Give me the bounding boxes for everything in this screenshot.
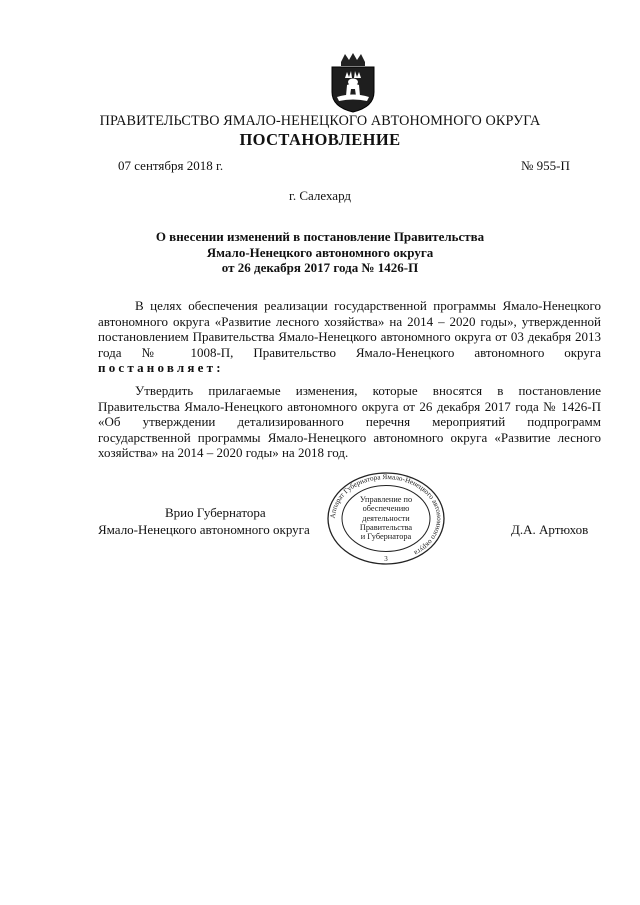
signatory-name: Д.А. Артюхов: [511, 522, 589, 537]
stamp-ring-number: 3: [384, 555, 388, 563]
paragraph-1-text: В целях обеспечения реализации государственной программы Ямало-Ненецкого автономного округа «Развитие лесного хозяйства» на 2014 – 2020 годы», утвержденной постановлением Правительства Ямало-Ненецкого автономного округа от 03 декабря 2013 года № 1008-П, Правительство Ямало-Ненецкого автономного округа: [98, 298, 601, 360]
government-name: ПРАВИТЕЛЬСТВО ЯМАЛО-НЕНЕЦКОГО АВТОНОМНОГО ОКРУГА: [99, 113, 541, 129]
subject-line-3: от 26 декабря 2017 года № 1426-П: [221, 260, 419, 275]
stamp-inner-line: Правительства: [359, 522, 413, 532]
body-paragraph-1: [98, 298, 601, 376]
stamp-inner-line: и Губернатора: [360, 532, 412, 542]
stamp-inner-line: деятельности: [362, 513, 410, 523]
document-date: 07 сентября 2018 г.: [118, 158, 224, 173]
subject-line-1: О внесении изменений в постановление Правительства: [155, 229, 485, 244]
signatory-title-line-2: Ямало-Ненецкого автономного округа: [98, 522, 310, 537]
stamp-ring-text: Аппарат Губернатора Ямало-Ненецкого автономного округа: [328, 473, 444, 558]
body-paragraph-2: Утвердить прилагаемые изменения, которые вносятся в постановление Правительства Ямало-Ненецкого автономного округа от 26 декабря 2017 года № 1426-П «Об утверждении детализированного перечня мероприятий подпрограмм государственной программы Ямало-Ненецкого автономного округа «Развитие лесного хозяйства» на 2014 – 2020 годы» на 2018 год.: [98, 383, 601, 460]
official-stamp: [326, 471, 446, 566]
coat-of-arms-emblem: [327, 52, 379, 114]
stamp-inner-text: [344, 495, 428, 541]
document-subject: [120, 229, 520, 276]
document-type-title: ПОСТАНОВЛЕНИЕ: [239, 130, 401, 149]
subject-line-2: Ямало-Ненецкого автономного округа: [206, 244, 434, 260]
signatory-title-line-1: Врио Губернатора: [165, 505, 266, 520]
document-city: г. Салехард: [288, 188, 352, 203]
stamp-inner-line: обеспечению: [362, 504, 410, 514]
document-number: № 955-П: [521, 158, 570, 173]
decree-word: постановляет:: [98, 360, 224, 375]
stamp-inner-line: Управление по: [359, 495, 413, 504]
